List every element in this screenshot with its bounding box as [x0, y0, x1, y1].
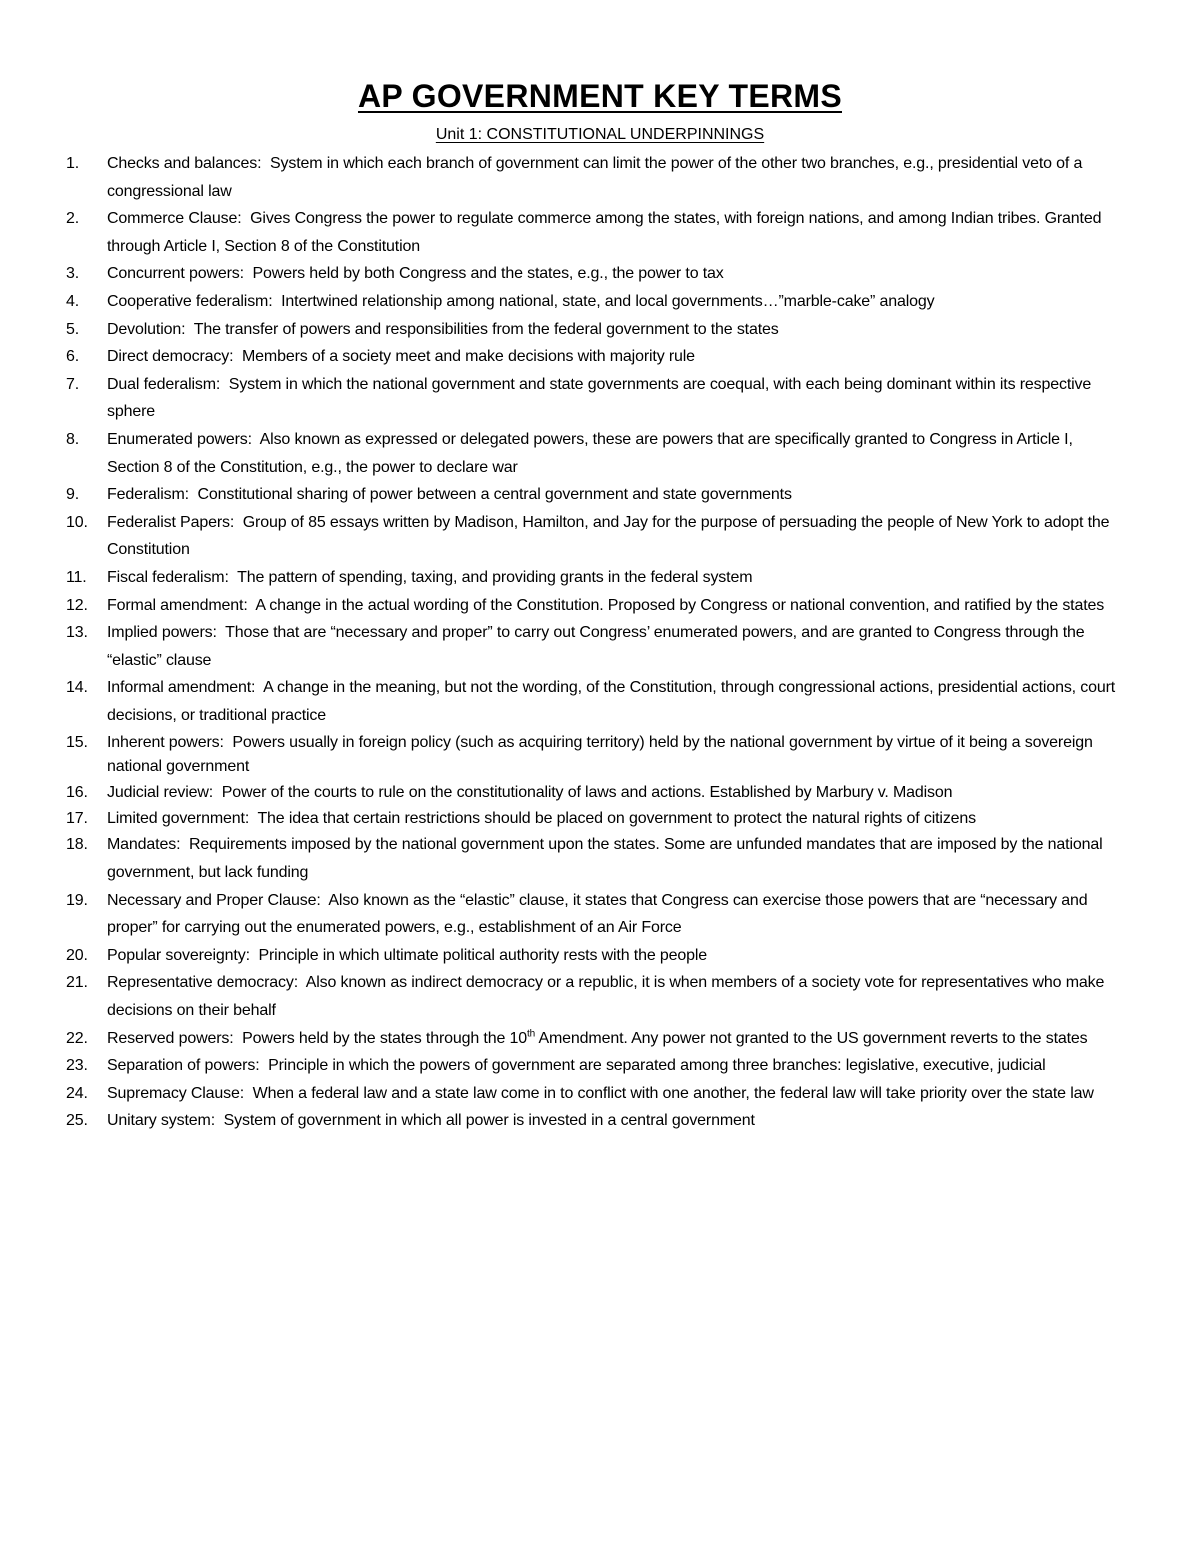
- term-definition: Intertwined relationship among national, state, and local governments…”marble-cake” analogy: [281, 292, 935, 310]
- term-name: Devolution:: [107, 320, 186, 338]
- list-item: [66, 592, 1126, 620]
- term-definition: The pattern of spending, taxing, and providing grants in the federal system: [237, 568, 753, 586]
- term-definition: Powers usually in foreign policy (such as acquiring territory) held by the national government by virtue of it being a sovereign national government: [107, 734, 1093, 776]
- list-item: [66, 260, 1126, 288]
- list-item: [66, 205, 1126, 260]
- term-name: Representative democracy:: [107, 974, 299, 992]
- term-name: Fiscal federalism:: [107, 568, 229, 586]
- list-item: [66, 731, 1126, 779]
- term-definition: Constitutional sharing of power between a central government and state governments: [197, 486, 792, 504]
- item-number: 4.: [66, 292, 80, 310]
- item-number: 16.: [66, 784, 88, 802]
- item-number: 23.: [66, 1057, 88, 1075]
- list-item: [66, 807, 1126, 831]
- list-item: [66, 426, 1126, 481]
- item-number: 2.: [66, 210, 80, 228]
- item-number: 5.: [66, 320, 80, 338]
- term-name: Enumerated powers:: [107, 430, 252, 448]
- item-number: 1.: [66, 155, 80, 172]
- term-name: Commerce Clause:: [107, 210, 242, 228]
- list-item: [66, 1052, 1126, 1080]
- term-definition: Principle in which the powers of government are separated among three branches: legislative, executive, judicial: [268, 1057, 1046, 1075]
- item-number: 9.: [66, 486, 80, 504]
- term-name: Inherent powers:: [107, 734, 224, 752]
- list-item: [66, 1025, 1126, 1053]
- term-name: Unitary system:: [107, 1112, 215, 1130]
- term-name: Federalism:: [107, 486, 189, 504]
- term-name: Informal amendment:: [107, 679, 256, 697]
- item-number: 12.: [66, 596, 88, 614]
- term-definition: Power of the courts to rule on the constitutionality of laws and actions. Established by Marbury v. Madison: [221, 784, 953, 802]
- term-definition: Also known as indirect democracy or a republic, it is when members of a society vote for representatives who make decisions on their behalf: [107, 974, 1105, 1020]
- item-number: 14.: [66, 679, 88, 697]
- term-definition: Principle in which ultimate political authority rests with the people: [258, 946, 708, 964]
- list-item: [66, 781, 1126, 805]
- item-number: 13.: [66, 624, 88, 642]
- list-item: [66, 1107, 1126, 1135]
- term-name: Limited government:: [107, 810, 250, 828]
- term-name: Separation of powers:: [107, 1057, 260, 1075]
- item-number: 15.: [66, 734, 88, 752]
- item-number: 21.: [66, 974, 88, 992]
- item-number: 25.: [66, 1112, 88, 1130]
- page-title: AP GOVERNMENT KEY TERMS: [357, 78, 842, 114]
- term-name: Mandates:: [107, 836, 181, 854]
- list-item: [66, 564, 1126, 592]
- term-definition: Requirements imposed by the national government upon the states. Some are unfunded mandates that are imposed by the national government, but lack funding: [107, 836, 1103, 882]
- term-definition: Powers held by both Congress and the states, e.g., the power to tax: [252, 265, 724, 283]
- item-number: 20.: [66, 946, 88, 964]
- list-item: [66, 969, 1126, 1024]
- term-definition: Powers held by the states through the 10: [242, 1029, 527, 1047]
- term-definition: A change in the meaning, but not the wording, of the Constitution, through congressional actions, presidential actions, court decisions, or traditional practice: [107, 679, 1116, 724]
- term-definition: Also known as the “elastic” clause, it states that Congress can exercise those powers that are “necessary and proper” for carrying out the enumerated powers, e.g., establishment of an Air Force: [107, 891, 1088, 937]
- item-number: 18.: [66, 836, 88, 854]
- term-definition: System of government in which all power is invested in a central government: [223, 1112, 755, 1130]
- list-item: [66, 150, 1126, 205]
- item-number: 6.: [66, 348, 80, 366]
- superscript-ordinal: th: [527, 1028, 536, 1040]
- list-item: [66, 343, 1126, 371]
- term-definition-continued: Amendment. Any power not granted to the US government reverts to the states: [535, 1029, 1088, 1047]
- list-item: [66, 619, 1126, 674]
- term-definition: Also known as expressed or delegated powers, these are powers that are specifically granted to Congress in Article I, Section 8 of the Constitution, e.g., the power to declare war: [107, 430, 1073, 476]
- term-name: Federalist Papers:: [107, 513, 235, 531]
- item-number: 11.: [66, 568, 87, 586]
- term-definition: Members of a society meet and make decisions with majority rule: [241, 348, 695, 366]
- item-number: 7.: [66, 375, 80, 393]
- item-number: 24.: [66, 1084, 88, 1102]
- term-name: Popular sovereignty:: [107, 946, 250, 964]
- term-name: Reserved powers:: [107, 1029, 234, 1047]
- unit-heading: Unit 1: CONSTITUTIONAL UNDERPINNINGS: [435, 126, 765, 143]
- list-item: [66, 887, 1126, 942]
- term-name: Necessary and Proper Clause:: [107, 891, 321, 909]
- list-item: [66, 831, 1126, 886]
- term-name: Dual federalism:: [107, 375, 221, 393]
- term-name: Concurrent powers:: [107, 265, 244, 283]
- term-definition: System in which the national government and state governments are coequal, with each being dominant within its respective sphere: [107, 375, 1092, 421]
- term-definition: Group of 85 essays written by Madison, Hamilton, and Jay for the purpose of persuading the people of New York to adopt the Constitution: [107, 513, 1110, 559]
- item-number: 3.: [66, 265, 80, 283]
- list-item: [66, 1080, 1126, 1108]
- term-name: Supremacy Clause:: [107, 1084, 245, 1102]
- list-item: [66, 942, 1126, 970]
- item-number: 10.: [66, 513, 88, 531]
- item-number: 19.: [66, 891, 88, 909]
- term-name: Implied powers:: [107, 624, 217, 642]
- term-definition: The idea that certain restrictions should be placed on government to protect the natural rights of citizens: [257, 810, 977, 828]
- list-item: [66, 371, 1126, 426]
- key-terms-list: [66, 150, 1126, 1135]
- term-definition: System in which each branch of government can limit the power of the other two branches, e.g., presidential veto of a congressional law: [107, 155, 1083, 200]
- list-item: [66, 288, 1126, 316]
- term-name: Checks and balances:: [107, 155, 262, 172]
- item-number: 22.: [66, 1029, 88, 1047]
- term-definition: Gives Congress the power to regulate commerce among the states, with foreign nations, and among Indian tribes. Granted through Article I, Section 8 of the Constitution: [107, 210, 1102, 255]
- term-name: Judicial review:: [107, 784, 214, 802]
- term-name: Formal amendment:: [107, 596, 248, 614]
- item-number: 8.: [66, 430, 80, 448]
- list-item: [66, 674, 1126, 729]
- term-name: Direct democracy:: [107, 348, 234, 366]
- term-definition: The transfer of powers and responsibilities from the federal government to the states: [193, 320, 779, 338]
- term-name: Cooperative federalism:: [107, 292, 273, 310]
- item-number: 17.: [66, 810, 88, 828]
- term-definition: Those that are “necessary and proper” to carry out Congress’ enumerated powers, and are granted to Congress through the “elastic” clause: [107, 624, 1085, 669]
- term-definition: A change in the actual wording of the Constitution. Proposed by Congress or national convention, and ratified by the states: [255, 596, 1105, 614]
- list-item: [66, 316, 1126, 344]
- term-definition: When a federal law and a state law come in to conflict with one another, the federal law will take priority over the state law: [252, 1084, 1094, 1102]
- list-item: [66, 481, 1126, 509]
- list-item: [66, 509, 1126, 564]
